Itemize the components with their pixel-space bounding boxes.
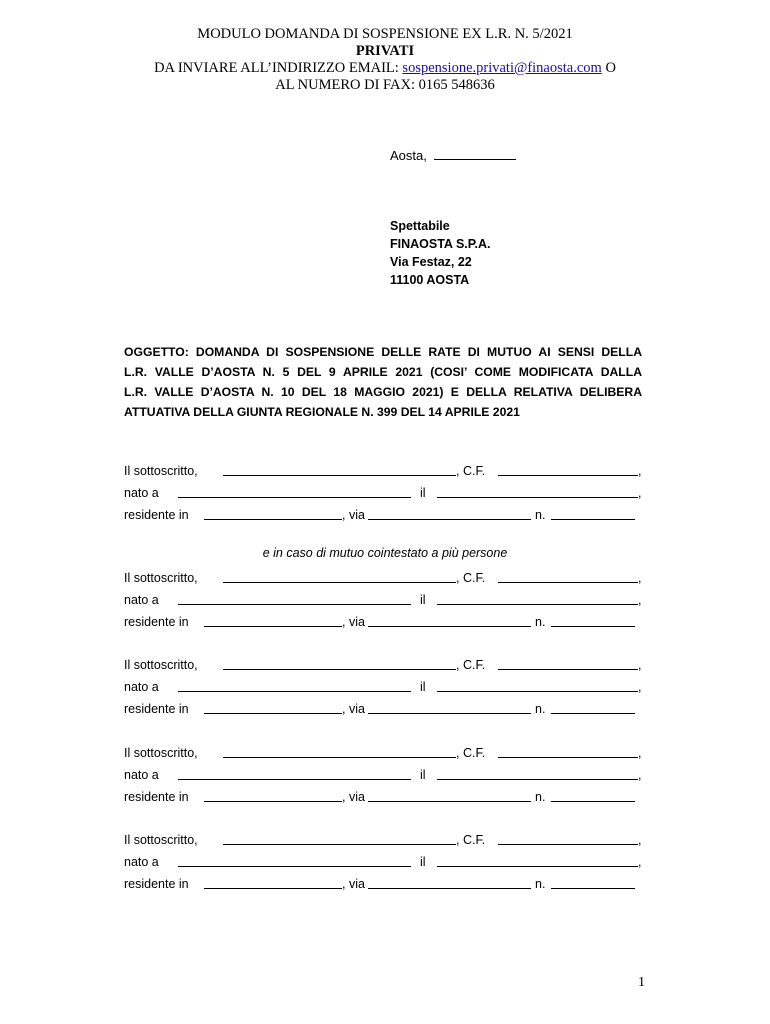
- header-title: MODULO DOMANDA DI SOSPENSIONE EX L.R. N. 5/2021: [197, 26, 573, 42]
- signer-block: [124, 460, 642, 526]
- street-field[interactable]: [368, 519, 531, 520]
- birthdate-label: il: [420, 486, 426, 500]
- birth-row: nato a il ,: [124, 768, 642, 782]
- signer-name-field[interactable]: [223, 844, 456, 845]
- header-category: PRIVATI: [355, 43, 415, 59]
- city-field[interactable]: [204, 888, 342, 889]
- number-field[interactable]: [551, 626, 635, 627]
- birthplace-field[interactable]: [178, 691, 411, 692]
- number-field[interactable]: [551, 519, 635, 520]
- signer-row: Il sottoscritto, , C.F. ,: [124, 460, 642, 482]
- birth-row: nato a il ,: [124, 482, 642, 504]
- city-field[interactable]: [204, 519, 342, 520]
- city-field[interactable]: [204, 801, 342, 802]
- street-label: , via: [342, 508, 365, 522]
- birthdate-field[interactable]: [437, 604, 638, 605]
- birthplace-field[interactable]: [178, 779, 411, 780]
- birthdate-field[interactable]: [437, 691, 638, 692]
- cosigner-block: [124, 742, 642, 808]
- cf-field[interactable]: [498, 844, 638, 845]
- page-number: 1: [638, 975, 645, 990]
- cosigner-block: [124, 654, 642, 720]
- cosigner-block: [124, 829, 642, 895]
- residence-row: residente in , via n.: [124, 873, 642, 895]
- header-send-to: DA INVIARE ALL’INDIRIZZO EMAIL: sospensione.privati@finaosta.com O: [154, 60, 616, 76]
- cosigner-block: [124, 567, 642, 633]
- recipient-company: FINAOSTA S.P.A.: [390, 237, 491, 251]
- subject-line: L.R. VALLE D’AOSTA N. 10 DEL 18 MAGGIO 2021) E DELLA RELATIVA DELIBERA: [124, 385, 642, 399]
- residence-row: [124, 504, 642, 526]
- recipient-city: 11100 AOSTA: [390, 273, 470, 287]
- signer-row: Il sottoscritto, , C.F. ,: [124, 833, 642, 847]
- number-field[interactable]: [551, 801, 635, 802]
- residence-row: residente in , via n.: [124, 611, 642, 633]
- recipient-street: Via Festaz, 22: [390, 255, 472, 269]
- header-fax: AL NUMERO DI FAX: 0165 548636: [275, 77, 495, 93]
- number-label: n.: [535, 508, 546, 522]
- resident-label: residente in: [124, 508, 189, 522]
- subject-line: OGGETTO: DOMANDA DI SOSPENSIONE DELLE RATE DI MUTUO AI SENSI DELLA: [124, 345, 642, 359]
- city-field[interactable]: [204, 713, 342, 714]
- residence-row: residente in , via n.: [124, 786, 642, 808]
- signer-row: Il sottoscritto, , C.F. ,: [124, 658, 642, 672]
- signer-name-field[interactable]: [223, 669, 456, 670]
- recipient-salutation: Spettabile: [390, 219, 450, 233]
- signer-name-field[interactable]: [223, 582, 456, 583]
- residence-row: residente in , via n.: [124, 698, 642, 720]
- signer-label: Il sottoscritto,: [124, 464, 198, 478]
- place-date: [390, 146, 516, 163]
- birthdate-field[interactable]: [437, 866, 638, 867]
- signer-name-field[interactable]: [223, 757, 456, 758]
- birthdate-field[interactable]: [437, 497, 638, 498]
- cf-field[interactable]: [498, 757, 638, 758]
- born-label: nato a: [124, 486, 159, 500]
- recipient-address: [390, 217, 490, 289]
- cf-label: , C.F.: [456, 464, 486, 478]
- signer-row: Il sottoscritto, , C.F. ,: [124, 571, 642, 585]
- street-field[interactable]: [368, 888, 531, 889]
- street-field[interactable]: [368, 713, 531, 714]
- birthplace-field[interactable]: [178, 866, 411, 867]
- subject-line: ATTUATIVA DELLA GIUNTA REGIONALE N. 399 DEL 14 APRILE 2021: [124, 405, 520, 419]
- signer-row: Il sottoscritto, , C.F. ,: [124, 746, 642, 760]
- birth-row: nato a il ,: [124, 680, 642, 694]
- birthdate-field[interactable]: [437, 779, 638, 780]
- subject-line: L.R. VALLE D’AOSTA N. 5 DEL 9 APRILE 2021 (COSI’ COME MODIFICATA DALLA: [124, 365, 642, 379]
- email-link[interactable]: sospensione.privati@finaosta.com: [402, 60, 602, 76]
- city-field[interactable]: [204, 626, 342, 627]
- subject-block: [124, 342, 642, 422]
- cf-field[interactable]: [498, 669, 638, 670]
- signer-name-field[interactable]: [223, 475, 456, 476]
- birth-row: nato a il ,: [124, 855, 642, 869]
- cf-field[interactable]: [498, 475, 638, 476]
- date-field[interactable]: [434, 146, 516, 160]
- place-label: Aosta,: [390, 148, 427, 163]
- number-field[interactable]: [551, 713, 635, 714]
- cosigner-note: e in caso di mutuo cointestato a più persone: [262, 546, 508, 560]
- document-header: [0, 26, 770, 94]
- cf-field[interactable]: [498, 582, 638, 583]
- birth-row: nato a il ,: [124, 593, 642, 607]
- number-field[interactable]: [551, 888, 635, 889]
- street-field[interactable]: [368, 801, 531, 802]
- street-field[interactable]: [368, 626, 531, 627]
- birthplace-field[interactable]: [178, 604, 411, 605]
- birthplace-field[interactable]: [178, 497, 411, 498]
